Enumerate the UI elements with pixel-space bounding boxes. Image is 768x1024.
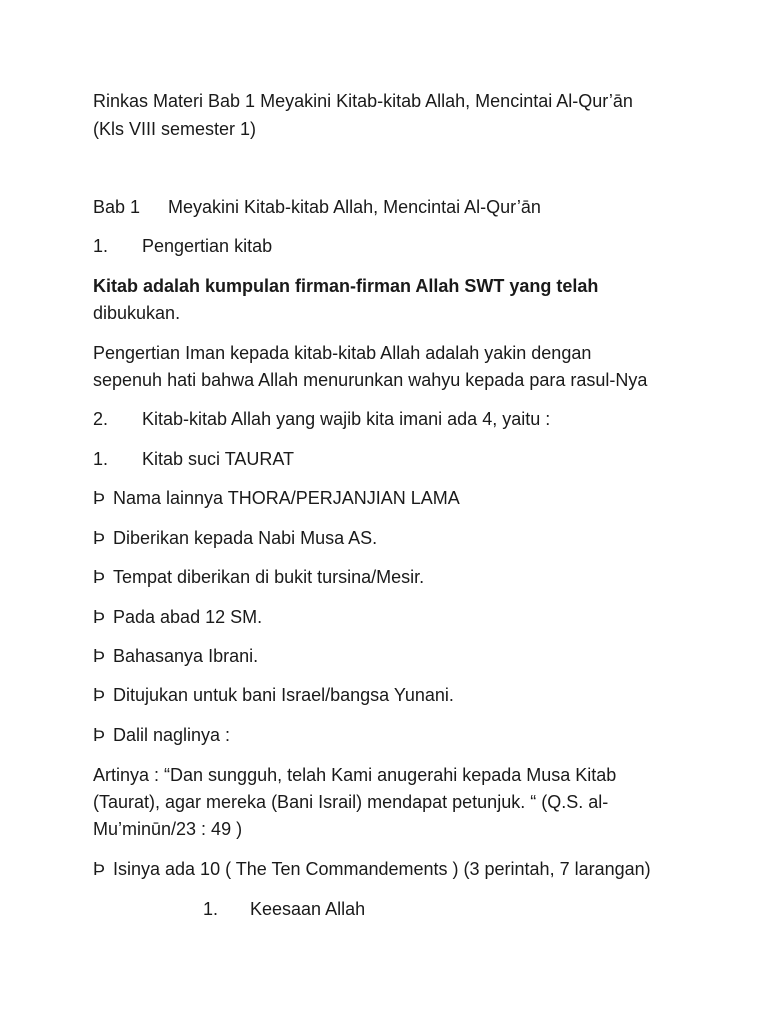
list-item	[93, 722, 230, 748]
section-2-title: Kitab-kitab Allah yang wajib kita imani ada 4, yaitu :	[142, 409, 551, 429]
iman-line-1: Pengertian Iman kepada kitab-kitab Allah adalah yakin dengan	[93, 343, 592, 363]
chapter-title: Meyakini Kitab-kitab Allah, Mencintai Al-Qur’ān	[168, 197, 541, 217]
artinya-line-2: (Taurat), agar mereka (Bani Israil) mendapat petunjuk. “ (Q.S. al-	[93, 792, 609, 812]
bullet-glyph: Þ	[93, 528, 106, 548]
bullet-text: Ditujukan untuk bani Israel/bangsa Yunani.	[113, 685, 454, 705]
isinya-text: Isinya ada 10 ( The Ten Commandements ) (3 perintah, 7 larangan)	[113, 859, 651, 879]
section-2-number: 2.	[93, 409, 109, 429]
section-1-heading	[93, 233, 272, 259]
iman-line-2: sepenuh hati bahwa Allah menurunkan wahyu kepada para rasul-Nya	[93, 370, 648, 390]
list-item	[93, 525, 377, 551]
bullet-glyph: Þ	[93, 725, 106, 745]
sub-item-number: 1.	[203, 899, 219, 919]
definition-line-2: dibukukan.	[93, 303, 181, 323]
bullet-glyph: Þ	[93, 488, 106, 508]
bullet-glyph: Þ	[93, 567, 106, 587]
sub-item-text: Keesaan Allah	[250, 899, 366, 919]
taurat-title: Kitab suci TAURAT	[142, 449, 295, 469]
bullet-glyph: Þ	[93, 685, 106, 705]
bullet-glyph: Þ	[93, 646, 106, 666]
section-1-title: Pengertian kitab	[142, 236, 273, 256]
definition-bold-line: Kitab adalah kumpulan firman-firman Allah SWT yang telah	[93, 276, 599, 296]
chapter-heading	[93, 194, 541, 220]
artinya-line-3: Mu’minūn/23 : 49 )	[93, 819, 243, 839]
bullet-text: Dalil naglinya :	[113, 725, 231, 745]
section-1-number: 1.	[93, 236, 109, 256]
list-item	[93, 856, 651, 882]
chapter-number: Bab 1	[93, 197, 141, 217]
bullet-text: Diberikan kepada Nabi Musa AS.	[113, 528, 378, 548]
list-item	[93, 604, 262, 630]
sub-list-item	[203, 896, 365, 922]
bullet-glyph: Þ	[93, 607, 106, 627]
bullet-text: Nama lainnya THORA/PERJANJIAN LAMA	[113, 488, 460, 508]
bullet-glyph: Þ	[93, 859, 106, 879]
list-item	[93, 485, 460, 511]
artinya-line-1: Artinya : “Dan sungguh, telah Kami anugerahi kepada Musa Kitab	[93, 765, 617, 785]
list-item	[93, 564, 424, 590]
taurat-heading	[93, 446, 294, 472]
list-item	[93, 682, 454, 708]
bullet-text: Bahasanya Ibrani.	[113, 646, 259, 666]
list-item	[93, 643, 258, 669]
bullet-text: Pada abad 12 SM.	[113, 607, 263, 627]
section-2-heading	[93, 406, 550, 432]
bullet-text: Tempat diberikan di bukit tursina/Mesir.	[113, 567, 425, 587]
document-title-line-2: (Kls VIII semester 1)	[93, 119, 257, 139]
document-title-line-1: Rinkas Materi Bab 1 Meyakini Kitab-kitab Allah, Mencintai Al-Qur’ān	[93, 91, 633, 111]
taurat-number: 1.	[93, 449, 109, 469]
